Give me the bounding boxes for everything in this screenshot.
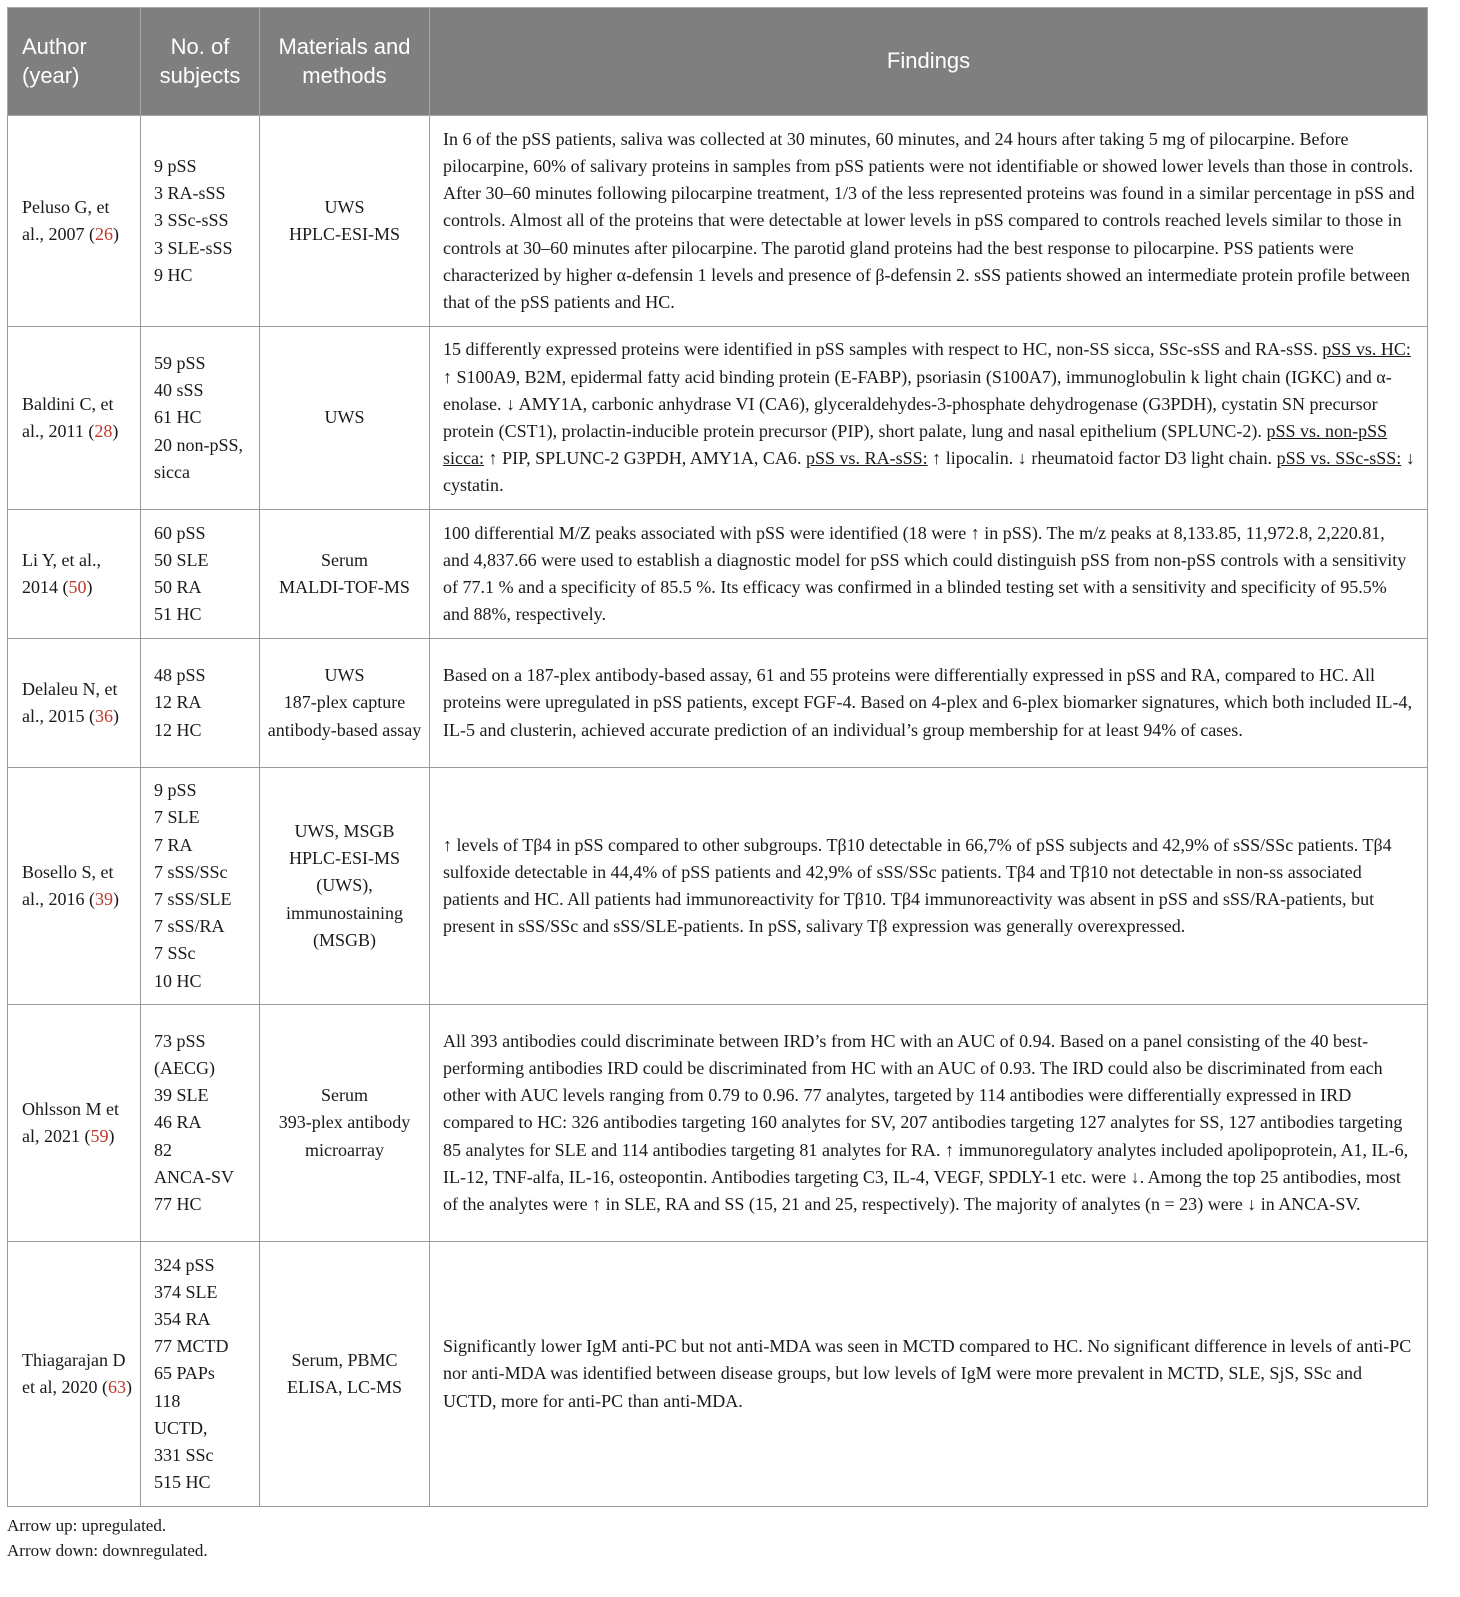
author-text-close: ) xyxy=(112,706,119,726)
table-row xyxy=(8,1242,1428,1507)
findings-cell: All 393 antibodies could discriminate between IRD’s from HC with an AUC of 0.94. Based on a panel consisting of the 40 best-performing antibodies IRD could be discriminated from HC with an AUC of 0.93. The IRD could also be discriminated from each other with AUC levels ranging from 0.79 to 0.96. 77 analytes, targeted by 114 antibodies were differentially expressed in IRD compared to HC: 326 antibodies targeting 160 analytes for SV, 207 antibodies targeting 127 analytes for SS, 127 antibodies targeting 85 analytes for SLE and 114 antibodies targeting 81 analytes for RA. ↑ immunoregulatory analytes included apolipoprotein, A1, IL-6, IL-12, TNF-alfa, IL-16, osteopontin. Antibodies targeting C3, IL-4, VEGF, SPDLY-1 etc. were ↓. Among the top 25 antibodies, most of the analytes were ↑ in SLE, RA and SS (15, 21 and 25, respectively). The majority of analytes (n = 23) were ↓ in ANCA-SV. xyxy=(430,1005,1428,1242)
subjects-cell: 59 pSS 40 sSS 61 HC 20 non-pSS, sicca xyxy=(141,327,260,510)
findings-table xyxy=(7,7,1428,1507)
author-cell xyxy=(8,327,141,510)
reference-link[interactable]: 59 xyxy=(90,1126,109,1146)
findings-cell: Significantly lower IgM anti-PC but not anti-MDA was seen in MCTD compared to HC. No significant difference in levels of anti-PC nor anti-MDA was identified between disease groups, but low levels of IgM were more prevalent in MCTD, SLE, SjS, SSc and UCTD, more for anti-PC than anti-MDA. xyxy=(430,1242,1428,1507)
author-text: Bosello S, et al., 2016 ( xyxy=(22,861,114,909)
findings-cell: In 6 of the pSS patients, saliva was collected at 30 minutes, 60 minutes, and 24 hours after taking 5 mg of pilocarpine. Before pilocarpine, 60% of salivary proteins in samples from pSS patients were not identifiable or showed lower levels than those in controls. After 30–60 minutes following pilocarpine treatment, 1/3 of the less represented proteins was found in a similar percentage in pSS and controls. Almost all of the proteins that were detectable at lower levels in pSS compared to controls reached levels similar to those in controls at 30–60 minutes after pilocarpine. The parotid gland proteins had the best response to pilocarpine. PSS patients were characterized by higher α-defensin 1 levels and presence of β-defensin 2. sSS patients showed an intermediate protein profile between that of the pSS patients and HC. xyxy=(430,116,1428,327)
findings-text: ↑ PIP, SPLUNC-2 G3PDH, AMY1A, CA6. xyxy=(484,448,806,469)
author-text: Peluso G, et al., 2007 ( xyxy=(22,196,110,244)
comparison-label: pSS vs. SSc-sSS: xyxy=(1276,448,1402,469)
header-subjects: No. of subjects xyxy=(141,8,260,116)
subjects-cell: 9 pSS 7 SLE 7 RA 7 sSS/SSc 7 sSS/SLE 7 sSS/RA 7 SSc 10 HC xyxy=(141,768,260,1005)
reference-link[interactable]: 28 xyxy=(94,421,113,441)
header-author: Author (year) xyxy=(8,8,141,116)
findings-cell xyxy=(430,327,1428,510)
findings-text: 15 differently expressed proteins were identified in pSS samples with respect to HC, non-SS sicca, SSc-sSS and RA-sSS. xyxy=(443,339,1323,360)
reference-link[interactable]: 36 xyxy=(94,706,113,726)
methods-cell: Serum, PBMC ELISA, LC-MS xyxy=(260,1242,430,1507)
reference-link[interactable]: 63 xyxy=(107,1377,126,1397)
author-text-close: ) xyxy=(112,421,119,441)
header-methods: Materials and methods xyxy=(260,8,430,116)
subjects-cell: 73 pSS (AECG) 39 SLE 46 RA 82 ANCA-SV 77 HC xyxy=(141,1005,260,1242)
comparison-label: pSS vs. non-pSS sicca: xyxy=(443,421,1388,469)
subjects-cell: 9 pSS 3 RA-sSS 3 SSc-sSS 3 SLE-sSS 9 HC xyxy=(141,116,260,327)
table-row xyxy=(8,639,1428,768)
author-text: Baldini C, et al., 2011 ( xyxy=(22,393,114,441)
subjects-cell: 48 pSS 12 RA 12 HC xyxy=(141,639,260,768)
table-row xyxy=(8,327,1428,510)
author-cell xyxy=(8,639,141,768)
findings-cell: Based on a 187-plex antibody-based assay, 61 and 55 proteins were differentially expressed in pSS and RA, compared to HC. All proteins were upregulated in pSS patients, except FGF-4. Based on 4-plex and 6-plex biomarker signatures, which both included IL-4, IL-5 and clusterin, achieved accurate prediction of an individual’s group membership for at least 94% of cases. xyxy=(430,639,1428,768)
subjects-cell: 60 pSS 50 SLE 50 RA 51 HC xyxy=(141,510,260,639)
author-text-close: ) xyxy=(125,1377,132,1397)
methods-cell: UWS, MSGB HPLC-ESI-MS (UWS), immunostaining (MSGB) xyxy=(260,768,430,1005)
findings-cell: 100 differential M/Z peaks associated with pSS were identified (18 were ↑ in pSS). The m/z peaks at 8,133.85, 11,972.8, 2,220.81, and 4,837.66 were used to establish a diagnostic model for pSS which could distinguish pSS from non-pSS controls with a sensitivity of 77.1 % and a specificity of 85.5 %. Its efficacy was confirmed in a blinded testing set with a sensitivity and specificity of 95.5% and 88%, respectively. xyxy=(430,510,1428,639)
comparison-label: pSS vs. RA-sSS: xyxy=(805,448,928,469)
author-text: Thiagarajan D et al, 2020 ( xyxy=(22,1349,126,1397)
reference-link[interactable]: 39 xyxy=(94,889,113,909)
table-row xyxy=(8,116,1428,327)
author-cell xyxy=(8,116,141,327)
table-footnotes xyxy=(7,1513,208,1563)
author-cell xyxy=(8,768,141,1005)
author-text: Delaleu N, et al., 2015 ( xyxy=(22,678,118,726)
author-text-close: ) xyxy=(108,1126,115,1146)
footnote-arrow-up: Arrow up: upregulated. xyxy=(7,1516,167,1535)
methods-cell: Serum 393-plex antibody microarray xyxy=(260,1005,430,1242)
methods-cell: Serum MALDI-TOF-MS xyxy=(260,510,430,639)
author-cell xyxy=(8,1005,141,1242)
findings-cell: ↑ levels of Tβ4 in pSS compared to other subgroups. Tβ10 detectable in 66,7% of pSS subjects and 42,9% of sSS/SSc patients. Tβ4 sulfoxide detectable in 44,4% of pSS patients and 42,9% of sSS/SSc patients. Tβ4 and Tβ10 not detectable in non-ss associated patients and HC. All patients had immunoreactivity for Tβ10. Tβ4 immunoreactivity was absent in pSS and sSS/RA-patients, but present in sSS/SSc and sSS/SLE-patients. In pSS, salivary Tβ expression was generally overexpressed. xyxy=(430,768,1428,1005)
methods-cell: UWS 187-plex capture antibody-based assay xyxy=(260,639,430,768)
footnote-arrow-down: Arrow down: downregulated. xyxy=(7,1541,208,1560)
author-text-close: ) xyxy=(86,577,93,597)
table-row xyxy=(8,510,1428,639)
author-text-close: ) xyxy=(112,889,119,909)
author-text-close: ) xyxy=(112,224,119,244)
author-text: Li Y, et al., 2014 ( xyxy=(22,549,101,597)
subjects-cell: 324 pSS 374 SLE 354 RA 77 MCTD 65 PAPs 118 UCTD, 331 SSc 515 HC xyxy=(141,1242,260,1507)
reference-link[interactable]: 26 xyxy=(94,224,113,244)
comparison-label: pSS vs. HC: xyxy=(1322,339,1411,360)
findings-text: ↑ S100A9, B2M, epidermal fatty acid binding protein (E-FABP), psoriasin (S100A7), immunoglobulin k light chain (IGKC) and α-enolase. ↓ AMY1A, carbonic anhydrase VI (CA6), glyceraldehydes-3-phosphate dehydrogenase (G3PDH), cystatin SN precursor protein (CST1), prolactin-inducible protein precursor (PIP), short palate, lung and nasal epithelium (SPLUNC-2). xyxy=(443,366,1392,441)
author-cell xyxy=(8,1242,141,1507)
methods-cell: UWS xyxy=(260,327,430,510)
table-row xyxy=(8,1005,1428,1242)
methods-cell: UWS HPLC-ESI-MS xyxy=(260,116,430,327)
table-header-row xyxy=(8,8,1428,116)
reference-link[interactable]: 50 xyxy=(68,577,87,597)
author-text: Ohlsson M et al, 2021 ( xyxy=(22,1098,120,1146)
findings-text: ↓ cystatin. xyxy=(443,448,1415,496)
header-findings: Findings xyxy=(430,8,1428,116)
author-cell xyxy=(8,510,141,639)
table-row xyxy=(8,768,1428,1005)
findings-text: ↑ lipocalin. ↓ rheumatoid factor D3 light chain. xyxy=(927,448,1277,469)
